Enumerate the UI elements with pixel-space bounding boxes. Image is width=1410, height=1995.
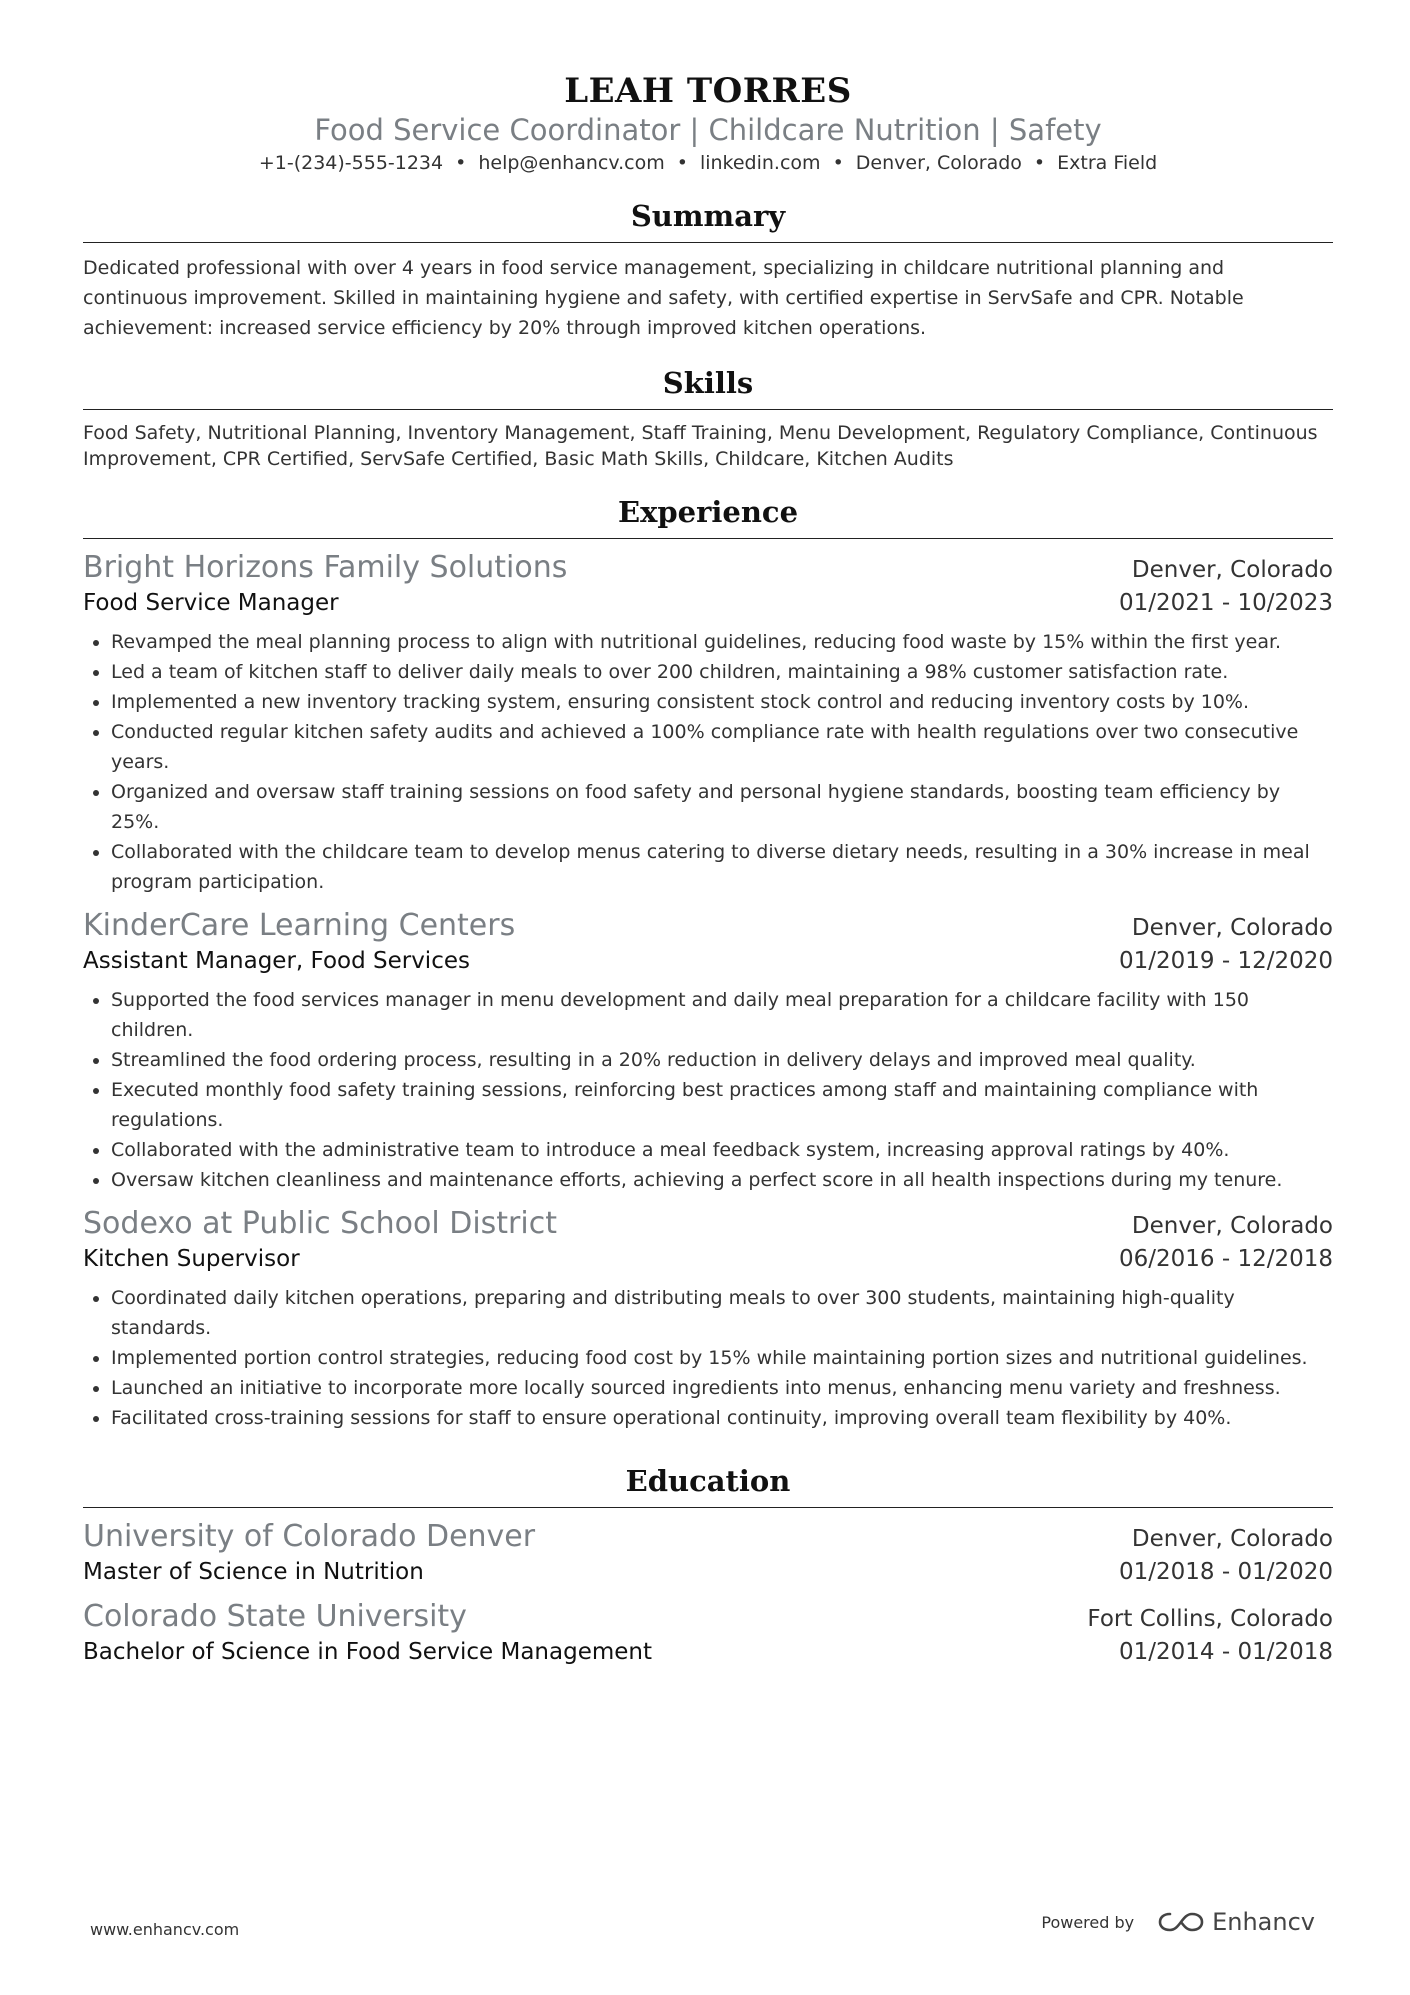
bullet-item: • Conducted regular kitchen safety audits and achieved a 100% compliance rate with health regulations over two consecutive years. <box>111 717 1333 777</box>
experience-entry <box>83 907 1333 1195</box>
summary-section <box>83 198 1333 343</box>
job-dates: 01/2021 - 10/2023 <box>1118 590 1333 616</box>
school-name: Colorado State University <box>83 1599 467 1634</box>
bullet-item: • Implemented portion control strategies, reducing food cost by 15% while maintaining portion sizes and nutritional guidelines. <box>111 1343 1333 1373</box>
contact-line <box>83 150 1333 176</box>
school-location: Denver, Colorado <box>1131 1526 1333 1552</box>
job-title: Kitchen Supervisor <box>83 1246 300 1272</box>
summary-text: Dedicated professional with over 4 years in food service management, specializing in childcare nutritional planning and continuous improvement. Skilled in maintaining hygiene and safety, with certified expertise in ServSafe and CPR. Notable achievement: increased service efficiency by 20% through improved kitchen operations. <box>83 257 1244 339</box>
skills-list: Food Safety, Nutritional Planning, Inventory Management, Staff Training, Menu Development, Regulatory Compliance, Continuous Improvement, CPR Certified, ServSafe Certified, Basic Math Skills, Childcare, Kitchen Audits <box>83 422 1318 470</box>
bullet-item: • Led a team of kitchen staff to deliver daily meals to over 200 children, maintaining a 98% customer satisfaction rate. <box>111 657 1333 687</box>
job-bullets <box>83 627 1333 897</box>
school-location: Fort Collins, Colorado <box>1087 1606 1333 1632</box>
resume-page <box>83 70 1333 1668</box>
bullet-item: • Collaborated with the childcare team to develop menus catering to diverse dietary needs, resulting in a 30% increase in meal program participation. <box>111 837 1333 897</box>
bullet-item: • Organized and oversaw staff training sessions on food safety and personal hygiene standards, boosting team efficiency by 25%. <box>111 777 1333 837</box>
job-location: Denver, Colorado <box>1131 915 1333 941</box>
bullet-item: • Oversaw kitchen cleanliness and maintenance efforts, achieving a perfect score in all health inspections during my tenure. <box>111 1165 1333 1195</box>
job-dates: 01/2019 - 12/2020 <box>1118 948 1333 974</box>
experience-section <box>83 494 1333 1433</box>
brand-logo[interactable] <box>1158 1908 1315 1936</box>
job-bullets <box>83 1283 1333 1433</box>
job-bullets <box>83 985 1333 1195</box>
bullet-item: • Executed monthly food safety training sessions, reinforcing best practices among staff and maintaining compliance with regulations. <box>111 1075 1333 1135</box>
bullet-item: • Supported the food services manager in menu development and daily meal preparation for a childcare facility with 150 children. <box>111 985 1333 1045</box>
section-title: Experience <box>83 494 1333 539</box>
education-section <box>83 1463 1333 1668</box>
footer-branding <box>1041 1908 1315 1936</box>
separator-dot: • <box>832 152 844 174</box>
skills-section <box>83 365 1333 472</box>
section-title: Education <box>83 1463 1333 1508</box>
candidate-name: LEAH TORRES <box>564 71 852 111</box>
separator-dot: • <box>455 152 467 174</box>
bullet-item: • Implemented a new inventory tracking system, ensuring consistent stock control and reducing inventory costs by 10%. <box>111 687 1333 717</box>
experience-entry <box>83 549 1333 897</box>
degree: Master of Science in Nutrition <box>83 1559 424 1585</box>
phone[interactable]: +1-(234)-555-1234 <box>258 152 444 174</box>
job-dates: 06/2016 - 12/2018 <box>1118 1246 1333 1272</box>
job-location: Denver, Colorado <box>1131 1213 1333 1239</box>
company-name: KinderCare Learning Centers <box>83 908 516 943</box>
job-title: Food Service Manager <box>83 590 339 616</box>
school-name: University of Colorado Denver <box>83 1519 536 1554</box>
email-link[interactable]: help@enhancv.com <box>478 152 665 174</box>
education-dates: 01/2014 - 01/2018 <box>1118 1639 1333 1665</box>
bullet-item: • Facilitated cross-training sessions for staff to ensure operational continuity, improving overall team flexibility by 40%. <box>111 1403 1333 1433</box>
brand-name: Enhancv <box>1212 1908 1315 1936</box>
bullet-item: • Streamlined the food ordering process, resulting in a 20% reduction in delivery delays and improved meal quality. <box>111 1045 1333 1075</box>
section-title: Skills <box>83 365 1333 410</box>
location: Denver, Colorado <box>855 152 1022 174</box>
company-name: Sodexo at Public School District <box>83 1206 557 1241</box>
separator-dot: • <box>676 152 688 174</box>
degree: Bachelor of Science in Food Service Management <box>83 1639 652 1665</box>
section-title: Summary <box>83 198 1333 243</box>
separator-dot: • <box>1033 152 1046 174</box>
extra-field: Extra Field <box>1057 152 1158 174</box>
bullet-item: • Revamped the meal planning process to align with nutritional guidelines, reducing food waste by 15% within the first year. <box>111 627 1333 657</box>
company-name: Bright Horizons Family Solutions <box>83 550 568 585</box>
job-location: Denver, Colorado <box>1131 557 1333 583</box>
education-dates: 01/2018 - 01/2020 <box>1118 1559 1333 1585</box>
bullet-item: • Coordinated daily kitchen operations, preparing and distributing meals to over 300 students, maintaining high-quality standards. <box>111 1283 1333 1343</box>
bullet-item: • Collaborated with the administrative team to introduce a meal feedback system, increasing approval ratings by 40%. <box>111 1135 1333 1165</box>
bullet-item: • Launched an initiative to incorporate more locally sourced ingredients into menus, enhancing menu variety and freshness. <box>111 1373 1333 1403</box>
experience-entry <box>83 1205 1333 1433</box>
education-entry <box>83 1598 1333 1668</box>
powered-by-label: Powered by <box>1041 1912 1135 1932</box>
linkedin-link[interactable]: linkedin.com <box>699 152 821 174</box>
education-entry <box>83 1518 1333 1588</box>
job-title: Assistant Manager, Food Services <box>83 948 470 974</box>
candidate-headline: Food Service Coordinator | Childcare Nutrition | Safety <box>314 113 1102 147</box>
enhancv-logo-icon <box>1158 1910 1204 1934</box>
footer-website-link[interactable]: www.enhancv.com <box>90 1920 240 1939</box>
